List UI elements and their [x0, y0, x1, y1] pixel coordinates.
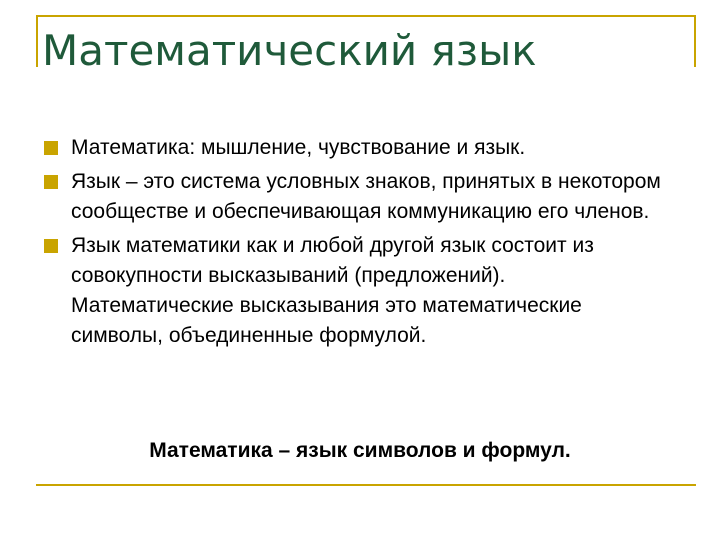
bullet-list — [44, 133, 684, 355]
frame-top-line — [36, 15, 696, 17]
bullet-item — [44, 167, 684, 227]
frame-right-line — [694, 15, 696, 67]
square-bullet-icon — [44, 141, 58, 155]
bullet-item — [44, 231, 684, 351]
slide-title: Математический язык — [42, 26, 537, 75]
bullet-text: Математика: мышление, чувствование и язык. — [71, 136, 526, 159]
square-bullet-icon — [44, 239, 58, 253]
bullet-text: Язык – это система условных знаков, принятых в некотором сообществе и обеспечивающая коммуникацию его членов. — [71, 170, 661, 223]
conclusion-text: Математика – язык символов и формул. — [149, 439, 571, 462]
bullet-text: Язык математики как и любой другой язык состоит из совокупности высказываний (предложений). Математические высказывания это математические символы, объединенные формулой. — [71, 234, 594, 347]
frame-bottom-line — [36, 484, 696, 486]
bullet-item — [44, 133, 684, 163]
frame-left-line — [36, 15, 38, 67]
square-bullet-icon — [44, 175, 58, 189]
